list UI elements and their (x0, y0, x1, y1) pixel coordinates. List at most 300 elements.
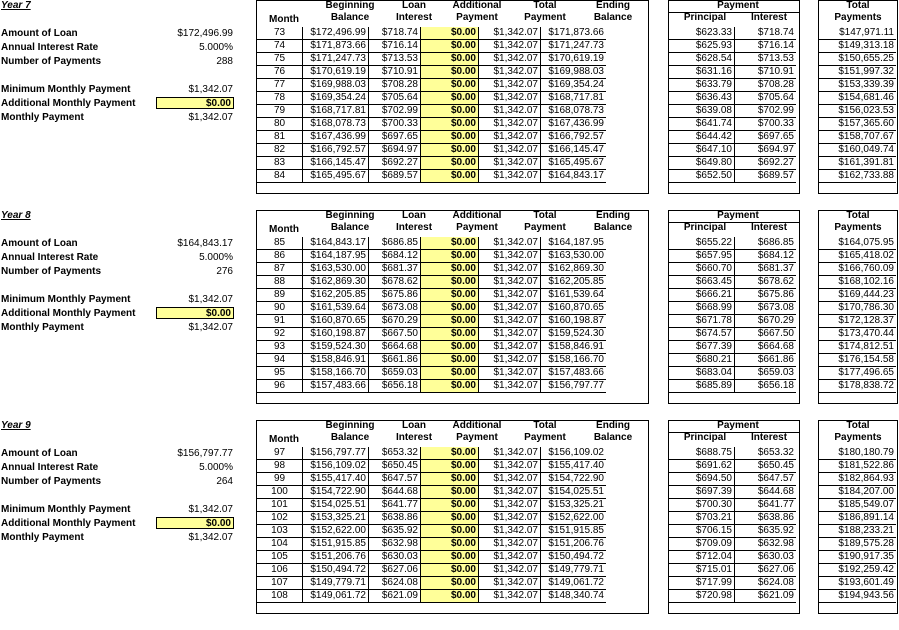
month-cell[interactable]: 89 (257, 289, 303, 302)
total-payments-cell[interactable]: $174,812.51 (819, 341, 897, 354)
ending-balance-cell[interactable]: $155,417.40 (541, 460, 607, 473)
loan-interest-cell[interactable]: $697.65 (369, 131, 421, 144)
total-payment-cell[interactable]: $1,342.07 (479, 564, 541, 577)
additional-payment-cell[interactable]: $0.00 (421, 354, 479, 367)
additional-payment-cell[interactable]: $0.00 (421, 302, 479, 315)
additional-payment-cell[interactable]: $0.00 (421, 131, 479, 144)
beginning-balance-cell[interactable]: $171,873.66 (303, 40, 369, 53)
interest-cell[interactable]: $659.03 (735, 367, 797, 380)
additional-payment-cell[interactable]: $0.00 (421, 66, 479, 79)
total-payments-cell[interactable]: $150,655.25 (819, 53, 897, 66)
total-payment-cell[interactable]: $1,342.07 (479, 525, 541, 538)
interest-cell[interactable]: $644.68 (735, 486, 797, 499)
month-cell[interactable]: 91 (257, 315, 303, 328)
total-payment-cell[interactable]: $1,342.07 (479, 105, 541, 118)
loan-interest-cell[interactable]: $718.74 (369, 27, 421, 40)
interest-cell[interactable]: $684.12 (735, 250, 797, 263)
interest-cell[interactable]: $700.33 (735, 118, 797, 131)
ending-balance-cell[interactable]: $168,078.73 (541, 105, 607, 118)
additional-payment-cell[interactable]: $0.00 (421, 341, 479, 354)
month-cell[interactable]: 104 (257, 538, 303, 551)
additional-payment-cell[interactable]: $0.00 (421, 551, 479, 564)
principal-cell[interactable]: $636.43 (669, 92, 735, 105)
beginning-balance-cell[interactable]: $160,198.87 (303, 328, 369, 341)
total-payment-cell[interactable]: $1,342.07 (479, 341, 541, 354)
principal-cell[interactable]: $706.15 (669, 525, 735, 538)
total-payments-cell[interactable]: $176,154.58 (819, 354, 897, 367)
beginning-balance-cell[interactable]: $158,166.70 (303, 367, 369, 380)
total-payment-cell[interactable]: $1,342.07 (479, 289, 541, 302)
loan-interest-cell[interactable]: $705.64 (369, 92, 421, 105)
principal-cell[interactable]: $671.78 (669, 315, 735, 328)
additional-payment-cell[interactable]: $0.00 (421, 447, 479, 460)
beginning-balance-cell[interactable]: $164,843.17 (303, 237, 369, 250)
param-value-monthly-payment[interactable]: $1,342.07 (188, 322, 233, 333)
interest-cell[interactable]: $681.37 (735, 263, 797, 276)
total-payments-cell[interactable]: $177,496.65 (819, 367, 897, 380)
interest-cell[interactable]: $697.65 (735, 131, 797, 144)
total-payment-cell[interactable]: $1,342.07 (479, 250, 541, 263)
ending-balance-cell[interactable]: $149,061.72 (541, 577, 607, 590)
total-payments-cell[interactable]: $173,470.44 (819, 328, 897, 341)
principal-cell[interactable]: $668.99 (669, 302, 735, 315)
total-payments-cell[interactable]: $194,943.56 (819, 590, 897, 603)
beginning-balance-cell[interactable]: $168,078.73 (303, 118, 369, 131)
total-payment-cell[interactable]: $1,342.07 (479, 354, 541, 367)
param-value-monthly-payment[interactable]: $1,342.07 (188, 112, 233, 123)
principal-cell[interactable]: $652.50 (669, 170, 735, 183)
month-cell[interactable]: 79 (257, 105, 303, 118)
total-payments-cell[interactable]: $193,601.49 (819, 577, 897, 590)
loan-interest-cell[interactable]: $650.45 (369, 460, 421, 473)
principal-cell[interactable]: $712.04 (669, 551, 735, 564)
beginning-balance-cell[interactable]: $154,025.51 (303, 499, 369, 512)
ending-balance-cell[interactable]: $165,495.67 (541, 157, 607, 170)
additional-payment-cell[interactable]: $0.00 (421, 105, 479, 118)
loan-interest-cell[interactable]: $667.50 (369, 328, 421, 341)
month-cell[interactable]: 90 (257, 302, 303, 315)
month-cell[interactable]: 74 (257, 40, 303, 53)
interest-cell[interactable]: $653.32 (735, 447, 797, 460)
beginning-balance-cell[interactable]: $159,524.30 (303, 341, 369, 354)
total-payment-cell[interactable]: $1,342.07 (479, 170, 541, 183)
interest-cell[interactable]: $705.64 (735, 92, 797, 105)
additional-payment-cell[interactable]: $0.00 (421, 590, 479, 603)
ending-balance-cell[interactable]: $167,436.99 (541, 118, 607, 131)
loan-interest-cell[interactable]: $656.18 (369, 380, 421, 393)
total-payment-cell[interactable]: $1,342.07 (479, 237, 541, 250)
loan-interest-cell[interactable]: $716.14 (369, 40, 421, 53)
ending-balance-cell[interactable]: $159,524.30 (541, 328, 607, 341)
interest-cell[interactable]: $718.74 (735, 27, 797, 40)
loan-interest-cell[interactable]: $710.91 (369, 66, 421, 79)
total-payment-cell[interactable]: $1,342.07 (479, 551, 541, 564)
principal-cell[interactable]: $628.54 (669, 53, 735, 66)
principal-cell[interactable]: $677.39 (669, 341, 735, 354)
beginning-balance-cell[interactable]: $172,496.99 (303, 27, 369, 40)
ending-balance-cell[interactable]: $164,187.95 (541, 237, 607, 250)
total-payment-cell[interactable]: $1,342.07 (479, 40, 541, 53)
loan-interest-cell[interactable]: $675.86 (369, 289, 421, 302)
additional-payment-cell[interactable]: $0.00 (421, 79, 479, 92)
interest-cell[interactable]: $635.92 (735, 525, 797, 538)
additional-payment-cell[interactable]: $0.00 (421, 367, 479, 380)
additional-payment-cell[interactable]: $0.00 (421, 237, 479, 250)
interest-cell[interactable]: $624.08 (735, 577, 797, 590)
total-payments-cell[interactable]: $154,681.46 (819, 92, 897, 105)
interest-cell[interactable]: $650.45 (735, 460, 797, 473)
month-cell[interactable]: 78 (257, 92, 303, 105)
interest-cell[interactable]: $702.99 (735, 105, 797, 118)
loan-interest-cell[interactable]: $692.27 (369, 157, 421, 170)
interest-cell[interactable]: $686.85 (735, 237, 797, 250)
total-payments-cell[interactable]: $156,023.53 (819, 105, 897, 118)
month-cell[interactable]: 93 (257, 341, 303, 354)
principal-cell[interactable]: $717.99 (669, 577, 735, 590)
principal-cell[interactable]: $700.30 (669, 499, 735, 512)
additional-payment-cell[interactable]: $0.00 (421, 538, 479, 551)
ending-balance-cell[interactable]: $160,198.87 (541, 315, 607, 328)
principal-cell[interactable]: $663.45 (669, 276, 735, 289)
total-payment-cell[interactable]: $1,342.07 (479, 367, 541, 380)
total-payments-cell[interactable]: $186,891.14 (819, 512, 897, 525)
loan-interest-cell[interactable]: $673.08 (369, 302, 421, 315)
loan-interest-cell[interactable]: $621.09 (369, 590, 421, 603)
loan-interest-cell[interactable]: $684.12 (369, 250, 421, 263)
ending-balance-cell[interactable]: $151,915.85 (541, 525, 607, 538)
month-cell[interactable]: 108 (257, 590, 303, 603)
beginning-balance-cell[interactable]: $155,417.40 (303, 473, 369, 486)
interest-cell[interactable]: $678.62 (735, 276, 797, 289)
total-payment-cell[interactable]: $1,342.07 (479, 538, 541, 551)
ending-balance-cell[interactable]: $169,988.03 (541, 66, 607, 79)
total-payments-cell[interactable]: $153,339.39 (819, 79, 897, 92)
month-cell[interactable]: 75 (257, 53, 303, 66)
ending-balance-cell[interactable]: $156,109.02 (541, 447, 607, 460)
additional-payment-cell[interactable]: $0.00 (421, 144, 479, 157)
total-payments-cell[interactable]: $190,917.35 (819, 551, 897, 564)
month-cell[interactable]: 77 (257, 79, 303, 92)
interest-cell[interactable]: $708.28 (735, 79, 797, 92)
beginning-balance-cell[interactable]: $149,779.71 (303, 577, 369, 590)
loan-interest-cell[interactable]: $678.62 (369, 276, 421, 289)
beginning-balance-cell[interactable]: $166,792.57 (303, 144, 369, 157)
loan-interest-cell[interactable]: $638.86 (369, 512, 421, 525)
param-value-minimum-monthly-payment[interactable]: $1,342.07 (188, 504, 233, 515)
param-value-annual-interest-rate[interactable]: 5.000% (199, 42, 233, 53)
additional-payment-cell[interactable]: $0.00 (421, 289, 479, 302)
month-cell[interactable]: 107 (257, 577, 303, 590)
loan-interest-cell[interactable]: $647.57 (369, 473, 421, 486)
beginning-balance-cell[interactable]: $151,206.76 (303, 551, 369, 564)
total-payment-cell[interactable]: $1,342.07 (479, 486, 541, 499)
total-payments-cell[interactable]: $149,313.18 (819, 40, 897, 53)
ending-balance-cell[interactable]: $160,870.65 (541, 302, 607, 315)
total-payments-cell[interactable]: $180,180.79 (819, 447, 897, 460)
total-payment-cell[interactable]: $1,342.07 (479, 79, 541, 92)
additional-payment-cell[interactable]: $0.00 (421, 92, 479, 105)
interest-cell[interactable]: $621.09 (735, 590, 797, 603)
interest-cell[interactable]: $632.98 (735, 538, 797, 551)
beginning-balance-cell[interactable]: $162,869.30 (303, 276, 369, 289)
loan-interest-cell[interactable]: $635.92 (369, 525, 421, 538)
beginning-balance-cell[interactable]: $169,988.03 (303, 79, 369, 92)
interest-cell[interactable]: $638.86 (735, 512, 797, 525)
total-payments-cell[interactable]: $165,418.02 (819, 250, 897, 263)
month-cell[interactable]: 105 (257, 551, 303, 564)
loan-interest-cell[interactable]: $630.03 (369, 551, 421, 564)
param-value-number-of-payments[interactable]: 264 (216, 476, 233, 487)
interest-cell[interactable]: $656.18 (735, 380, 797, 393)
additional-payment-cell[interactable]: $0.00 (421, 40, 479, 53)
loan-interest-cell[interactable]: $670.29 (369, 315, 421, 328)
month-cell[interactable]: 82 (257, 144, 303, 157)
ending-balance-cell[interactable]: $162,869.30 (541, 263, 607, 276)
principal-cell[interactable]: $647.10 (669, 144, 735, 157)
additional-payment-cell[interactable]: $0.00 (421, 499, 479, 512)
total-payment-cell[interactable]: $1,342.07 (479, 577, 541, 590)
total-payments-cell[interactable]: $184,207.00 (819, 486, 897, 499)
param-value-number-of-payments[interactable]: 276 (216, 266, 233, 277)
additional-payment-cell[interactable]: $0.00 (421, 263, 479, 276)
total-payments-cell[interactable]: $192,259.42 (819, 564, 897, 577)
interest-cell[interactable]: $641.77 (735, 499, 797, 512)
beginning-balance-cell[interactable]: $169,354.24 (303, 92, 369, 105)
loan-interest-cell[interactable]: $702.99 (369, 105, 421, 118)
loan-interest-cell[interactable]: $659.03 (369, 367, 421, 380)
additional-payment-cell[interactable]: $0.00 (421, 564, 479, 577)
month-cell[interactable]: 98 (257, 460, 303, 473)
interest-cell[interactable]: $670.29 (735, 315, 797, 328)
additional-payment-cell[interactable]: $0.00 (421, 577, 479, 590)
interest-cell[interactable]: $716.14 (735, 40, 797, 53)
loan-interest-cell[interactable]: $644.68 (369, 486, 421, 499)
ending-balance-cell[interactable]: $149,779.71 (541, 564, 607, 577)
total-payments-cell[interactable]: $160,049.74 (819, 144, 897, 157)
beginning-balance-cell[interactable]: $158,846.91 (303, 354, 369, 367)
total-payment-cell[interactable]: $1,342.07 (479, 302, 541, 315)
ending-balance-cell[interactable]: $163,530.00 (541, 250, 607, 263)
beginning-balance-cell[interactable]: $157,483.66 (303, 380, 369, 393)
additional-payment-cell[interactable]: $0.00 (421, 250, 479, 263)
beginning-balance-cell[interactable]: $150,494.72 (303, 564, 369, 577)
param-value-amount-of-loan[interactable]: $172,496.99 (177, 28, 233, 39)
month-cell[interactable]: 87 (257, 263, 303, 276)
total-payment-cell[interactable]: $1,342.07 (479, 157, 541, 170)
principal-cell[interactable]: $685.89 (669, 380, 735, 393)
param-value-additional-monthly-payment[interactable]: $0.00 (156, 307, 234, 319)
ending-balance-cell[interactable]: $158,846.91 (541, 341, 607, 354)
month-cell[interactable]: 80 (257, 118, 303, 131)
month-cell[interactable]: 95 (257, 367, 303, 380)
ending-balance-cell[interactable]: $158,166.70 (541, 354, 607, 367)
total-payment-cell[interactable]: $1,342.07 (479, 131, 541, 144)
param-value-annual-interest-rate[interactable]: 5.000% (199, 252, 233, 263)
additional-payment-cell[interactable]: $0.00 (421, 170, 479, 183)
principal-cell[interactable]: $639.08 (669, 105, 735, 118)
principal-cell[interactable]: $697.39 (669, 486, 735, 499)
principal-cell[interactable]: $623.33 (669, 27, 735, 40)
beginning-balance-cell[interactable]: $154,722.90 (303, 486, 369, 499)
loan-interest-cell[interactable]: $694.97 (369, 144, 421, 157)
interest-cell[interactable]: $664.68 (735, 341, 797, 354)
beginning-balance-cell[interactable]: $149,061.72 (303, 590, 369, 603)
loan-interest-cell[interactable]: $664.68 (369, 341, 421, 354)
month-cell[interactable]: 99 (257, 473, 303, 486)
ending-balance-cell[interactable]: $152,622.00 (541, 512, 607, 525)
loan-interest-cell[interactable]: $624.08 (369, 577, 421, 590)
beginning-balance-cell[interactable]: $164,187.95 (303, 250, 369, 263)
ending-balance-cell[interactable]: $166,792.57 (541, 131, 607, 144)
total-payments-cell[interactable]: $166,760.09 (819, 263, 897, 276)
loan-interest-cell[interactable]: $627.06 (369, 564, 421, 577)
month-cell[interactable]: 86 (257, 250, 303, 263)
year-title[interactable]: Year 8 (1, 210, 31, 221)
loan-interest-cell[interactable]: $689.57 (369, 170, 421, 183)
additional-payment-cell[interactable]: $0.00 (421, 473, 479, 486)
month-cell[interactable]: 88 (257, 276, 303, 289)
beginning-balance-cell[interactable]: $163,530.00 (303, 263, 369, 276)
beginning-balance-cell[interactable]: $161,539.64 (303, 302, 369, 315)
total-payment-cell[interactable]: $1,342.07 (479, 66, 541, 79)
loan-interest-cell[interactable]: $713.53 (369, 53, 421, 66)
param-value-amount-of-loan[interactable]: $164,843.17 (177, 238, 233, 249)
principal-cell[interactable]: $694.50 (669, 473, 735, 486)
additional-payment-cell[interactable]: $0.00 (421, 380, 479, 393)
beginning-balance-cell[interactable]: $160,870.65 (303, 315, 369, 328)
total-payments-cell[interactable]: $147,971.11 (819, 27, 897, 40)
loan-interest-cell[interactable]: $661.86 (369, 354, 421, 367)
total-payment-cell[interactable]: $1,342.07 (479, 473, 541, 486)
beginning-balance-cell[interactable]: $152,622.00 (303, 525, 369, 538)
total-payment-cell[interactable]: $1,342.07 (479, 315, 541, 328)
ending-balance-cell[interactable]: $162,205.85 (541, 276, 607, 289)
total-payments-cell[interactable]: $188,233.21 (819, 525, 897, 538)
month-cell[interactable]: 100 (257, 486, 303, 499)
beginning-balance-cell[interactable]: $165,495.67 (303, 170, 369, 183)
ending-balance-cell[interactable]: $150,494.72 (541, 551, 607, 564)
ending-balance-cell[interactable]: $171,873.66 (541, 27, 607, 40)
total-payment-cell[interactable]: $1,342.07 (479, 144, 541, 157)
interest-cell[interactable]: $661.86 (735, 354, 797, 367)
loan-interest-cell[interactable]: $681.37 (369, 263, 421, 276)
ending-balance-cell[interactable]: $156,797.77 (541, 380, 607, 393)
ending-balance-cell[interactable]: $164,843.17 (541, 170, 607, 183)
total-payments-cell[interactable]: $157,365.60 (819, 118, 897, 131)
principal-cell[interactable]: $691.62 (669, 460, 735, 473)
ending-balance-cell[interactable]: $168,717.81 (541, 92, 607, 105)
month-cell[interactable]: 81 (257, 131, 303, 144)
interest-cell[interactable]: $673.08 (735, 302, 797, 315)
total-payment-cell[interactable]: $1,342.07 (479, 118, 541, 131)
principal-cell[interactable]: $683.04 (669, 367, 735, 380)
interest-cell[interactable]: $647.57 (735, 473, 797, 486)
total-payment-cell[interactable]: $1,342.07 (479, 447, 541, 460)
beginning-balance-cell[interactable]: $167,436.99 (303, 131, 369, 144)
principal-cell[interactable]: $657.95 (669, 250, 735, 263)
param-value-additional-monthly-payment[interactable]: $0.00 (156, 517, 234, 529)
principal-cell[interactable]: $655.22 (669, 237, 735, 250)
total-payment-cell[interactable]: $1,342.07 (479, 590, 541, 603)
month-cell[interactable]: 85 (257, 237, 303, 250)
principal-cell[interactable]: $715.01 (669, 564, 735, 577)
interest-cell[interactable]: $692.27 (735, 157, 797, 170)
beginning-balance-cell[interactable]: $170,619.19 (303, 66, 369, 79)
param-value-monthly-payment[interactable]: $1,342.07 (188, 532, 233, 543)
additional-payment-cell[interactable]: $0.00 (421, 315, 479, 328)
principal-cell[interactable]: $644.42 (669, 131, 735, 144)
total-payments-cell[interactable]: $158,707.67 (819, 131, 897, 144)
principal-cell[interactable]: $633.79 (669, 79, 735, 92)
ending-balance-cell[interactable]: $169,354.24 (541, 79, 607, 92)
month-cell[interactable]: 73 (257, 27, 303, 40)
interest-cell[interactable]: $689.57 (735, 170, 797, 183)
beginning-balance-cell[interactable]: $171,247.73 (303, 53, 369, 66)
year-title[interactable]: Year 9 (1, 420, 31, 431)
additional-payment-cell[interactable]: $0.00 (421, 460, 479, 473)
ending-balance-cell[interactable]: $157,483.66 (541, 367, 607, 380)
loan-interest-cell[interactable]: $653.32 (369, 447, 421, 460)
principal-cell[interactable]: $680.21 (669, 354, 735, 367)
param-value-number-of-payments[interactable]: 288 (216, 56, 233, 67)
total-payments-cell[interactable]: $168,102.16 (819, 276, 897, 289)
beginning-balance-cell[interactable]: $156,109.02 (303, 460, 369, 473)
principal-cell[interactable]: $660.70 (669, 263, 735, 276)
additional-payment-cell[interactable]: $0.00 (421, 512, 479, 525)
month-cell[interactable]: 102 (257, 512, 303, 525)
month-cell[interactable]: 83 (257, 157, 303, 170)
total-payments-cell[interactable]: $172,128.37 (819, 315, 897, 328)
loan-interest-cell[interactable]: $641.77 (369, 499, 421, 512)
loan-interest-cell[interactable]: $700.33 (369, 118, 421, 131)
additional-payment-cell[interactable]: $0.00 (421, 328, 479, 341)
principal-cell[interactable]: $649.80 (669, 157, 735, 170)
total-payments-cell[interactable]: $181,522.86 (819, 460, 897, 473)
param-value-annual-interest-rate[interactable]: 5.000% (199, 462, 233, 473)
principal-cell[interactable]: $641.74 (669, 118, 735, 131)
loan-interest-cell[interactable]: $686.85 (369, 237, 421, 250)
interest-cell[interactable]: $627.06 (735, 564, 797, 577)
principal-cell[interactable]: $703.21 (669, 512, 735, 525)
param-value-additional-monthly-payment[interactable]: $0.00 (156, 97, 234, 109)
month-cell[interactable]: 84 (257, 170, 303, 183)
year-title[interactable]: Year 7 (1, 0, 31, 11)
month-cell[interactable]: 101 (257, 499, 303, 512)
total-payment-cell[interactable]: $1,342.07 (479, 380, 541, 393)
additional-payment-cell[interactable]: $0.00 (421, 276, 479, 289)
month-cell[interactable]: 94 (257, 354, 303, 367)
month-cell[interactable]: 97 (257, 447, 303, 460)
interest-cell[interactable]: $710.91 (735, 66, 797, 79)
loan-interest-cell[interactable]: $632.98 (369, 538, 421, 551)
principal-cell[interactable]: $674.57 (669, 328, 735, 341)
principal-cell[interactable]: $625.93 (669, 40, 735, 53)
param-value-minimum-monthly-payment[interactable]: $1,342.07 (188, 294, 233, 305)
interest-cell[interactable]: $667.50 (735, 328, 797, 341)
principal-cell[interactable]: $688.75 (669, 447, 735, 460)
principal-cell[interactable]: $709.09 (669, 538, 735, 551)
additional-payment-cell[interactable]: $0.00 (421, 157, 479, 170)
month-cell[interactable]: 103 (257, 525, 303, 538)
ending-balance-cell[interactable]: $148,340.74 (541, 590, 607, 603)
ending-balance-cell[interactable]: $161,539.64 (541, 289, 607, 302)
beginning-balance-cell[interactable]: $156,797.77 (303, 447, 369, 460)
beginning-balance-cell[interactable]: $153,325.21 (303, 512, 369, 525)
month-cell[interactable]: 106 (257, 564, 303, 577)
total-payments-cell[interactable]: $169,444.23 (819, 289, 897, 302)
additional-payment-cell[interactable]: $0.00 (421, 27, 479, 40)
loan-interest-cell[interactable]: $708.28 (369, 79, 421, 92)
